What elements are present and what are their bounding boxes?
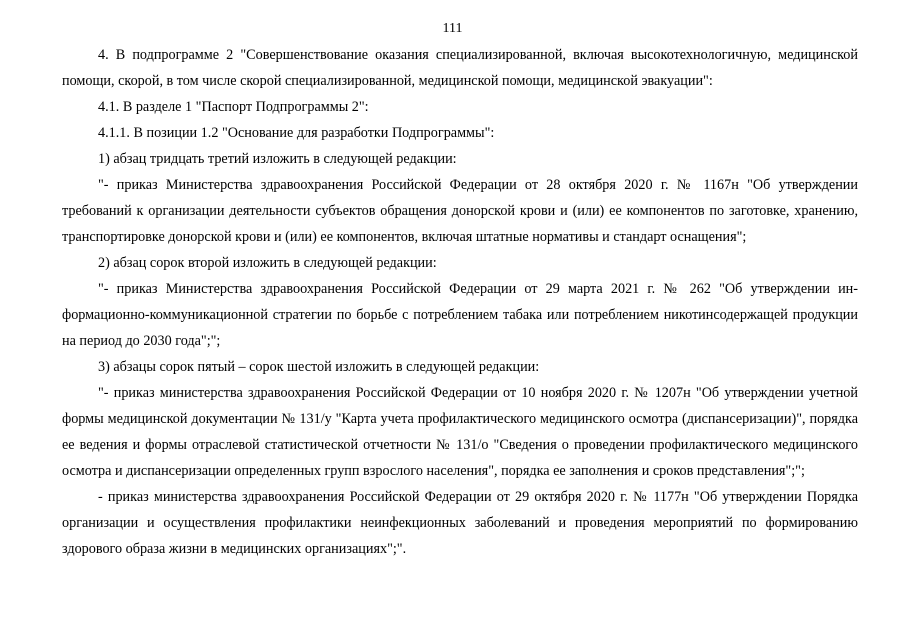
paragraph-order-262: "- приказ Министерства здравоохранения Российской Федерации от 29 марта 2021 г. № 262 "Об утверждении информационно-коммуникационной стратегии по борьбе с потреблением табака или потреблением никотинсодержащей продукции на период до 2030 года";";: [62, 281, 858, 349]
paragraph-order-1207n: "- приказ министерства здравоохранения Российской Федерации от 10 ноября 2020 г. № 1207н "Об утверждении учетной формы медицинской документации № 131/у "Карта учета профилактического медицинского осмотра (диспансеризации)", порядка ее ведения и формы отраслевой статистической отчетности № 131/о "Сведения о проведении профилактического медицинского осмотра и диспансеризации определенных групп взрослого населения", порядка ее заполнения и сроков представления";";: [62, 385, 858, 479]
paragraph-subprogram-2: 4. В подпрограмме 2 "Совершенствование оказания специализированной, включая высокотехнологичную, медицинской помощи, скорой, в том числе скорой специализированной, медицинской помощи, медицинской эвакуации":: [62, 47, 858, 89]
paragraph-item-1: 1) абзац тридцать третий изложить в следующей редакции:: [98, 151, 457, 167]
paragraph-section-1: 4.1. В разделе 1 "Паспорт Подпрограммы 2":: [98, 99, 369, 115]
paragraph-order-1177n: - приказ министерства здравоохранения Российской Федерации от 29 октября 2020 г. № 1177н "Об утверждении Порядка организации и осуществления профилактики неинфекционных заболеваний и проведения мероприятий по формированию здорового образа жизни в медицинских организациях";".: [62, 489, 858, 557]
paragraph-item-2: 2) абзац сорок второй изложить в следующей редакции:: [98, 255, 437, 271]
paragraph-item-3: 3) абзацы сорок пятый – сорок шестой изложить в следующей редакции:: [98, 359, 540, 375]
paragraph-order-1167n: "- приказ Министерства здравоохранения Российской Федерации от 28 октября 2020 г. № 1167н "Об утверждении требований к организации деятельности субъектов обращения донорской крови и (или) ее компонентов по заготовке, хранению, транспортировке донорской крови и (или) ее компонентов, включая штатные нормативы и стандарт оснащения";: [62, 177, 858, 245]
paragraph-position-1-2: 4.1.1. В позиции 1.2 "Основание для разработки Подпрограммы":: [98, 125, 495, 141]
document-body: [62, 42, 858, 562]
page-number: 111: [442, 21, 463, 36]
